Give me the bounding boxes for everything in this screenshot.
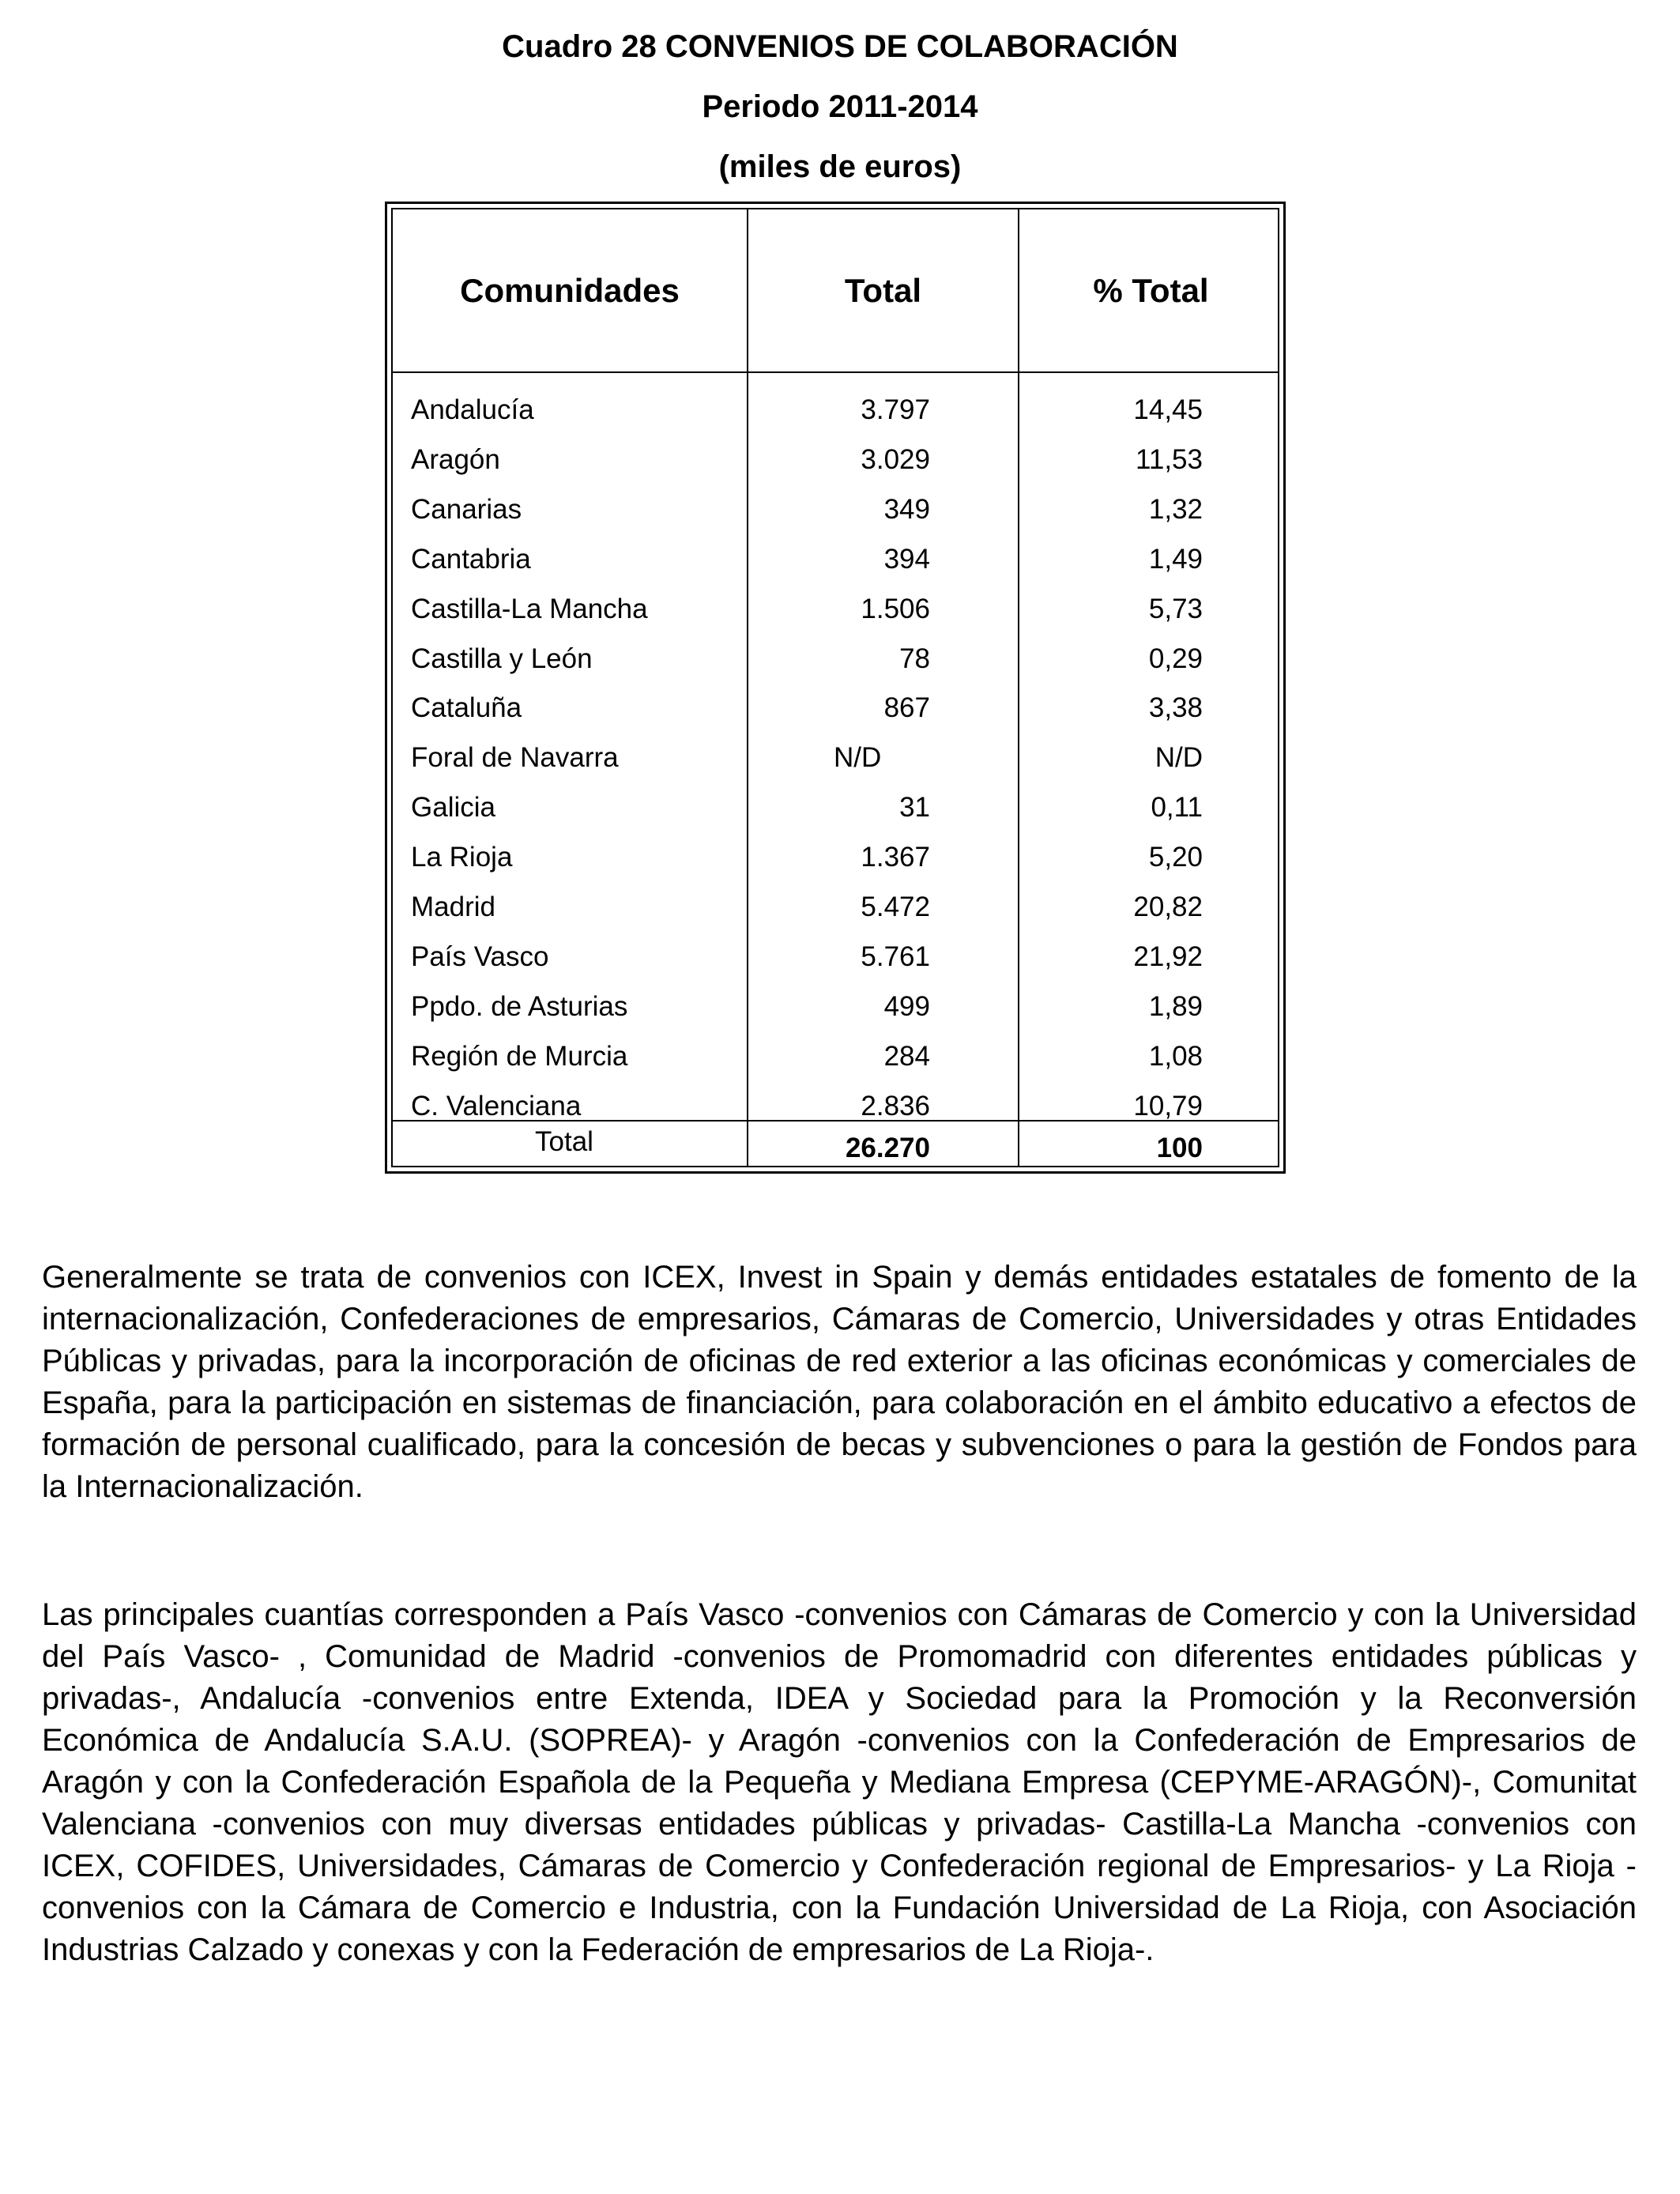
cell-comunidad: Galicia <box>411 792 495 824</box>
cell-comunidad: Ppdo. de Asturias <box>411 990 628 1022</box>
table-row <box>393 982 1278 1031</box>
cell-total: 349 <box>883 493 930 525</box>
cell-pct: 1,32 <box>1148 493 1203 525</box>
cell-comunidad: Cantabria <box>411 543 531 575</box>
cell-pct: 1,49 <box>1148 543 1203 575</box>
cell-pct: 5,73 <box>1148 593 1203 624</box>
table-row <box>393 832 1278 882</box>
table-row <box>393 634 1278 684</box>
cell-total: 394 <box>883 543 930 575</box>
cell-total: 499 <box>883 990 930 1022</box>
table-row <box>393 782 1278 832</box>
cell-total: 1.506 <box>861 593 930 624</box>
table-title: Cuadro 28 CONVENIOS DE COLABORACIÓN <box>502 29 1178 64</box>
cell-total: 5.472 <box>861 892 930 922</box>
cell-comunidad: Canarias <box>411 493 522 525</box>
paragraph-2: Las principales cuantías corresponden a País Vasco -convenios con Cámaras de Comercio y con la Universidad del País Vasco- , Comunidad de Madrid -convenios de Promomadrid con diferentes entidades públicas y privadas-, Andalucía -convenios entre Extenda, IDEA y Sociedad para la Promoción y la Reconversión Económica de Andalucía S.A.U. (SOPREA)- y Aragón -convenios con la Confederación de Empresarios de Aragón y con la Confederación Española de la Pequeña y Mediana Empresa (CEPYME-ARAGÓN)-, Comunitat Valenciana -convenios con muy diversas entidades públicas y privadas- Castilla-La Mancha -convenios con ICEX, COFIDES, Universidades, Cámaras de Comercio y Confederación regional de Empresarios- y La Rioja -convenios con la Cámara de Comercio e Industria, con la Fundación Universidad de La Rioja, con Asociación Industrias Calzado y conexas y con la Federación de empresarios de La Rioja-. <box>42 1597 1637 1967</box>
cell-total: N/D <box>834 742 882 774</box>
cell-pct: 0,11 <box>1151 792 1203 824</box>
cell-comunidad: Andalucía <box>411 394 534 425</box>
cell-total: 31 <box>899 792 930 824</box>
header-comunidades: Comunidades <box>460 271 680 309</box>
cell-pct: 10,79 <box>1133 1090 1203 1122</box>
data-table <box>385 202 1286 1174</box>
table-row <box>393 932 1278 982</box>
table-row <box>393 882 1278 932</box>
table-row <box>393 733 1278 782</box>
table-period: Periodo 2011-2014 <box>702 89 978 124</box>
data-table-inner <box>391 208 1279 1167</box>
cell-pct: 0,29 <box>1148 643 1203 674</box>
cell-comunidad: País Vasco <box>411 941 549 972</box>
total-label: Total <box>535 1126 593 1157</box>
cell-total: 1.367 <box>861 842 930 873</box>
total-value: 26.270 <box>845 1133 930 1163</box>
cell-pct: 20,82 <box>1133 892 1203 922</box>
cell-comunidad: Castilla-La Mancha <box>411 593 648 624</box>
cell-pct: 21,92 <box>1133 941 1203 972</box>
table-row <box>393 683 1278 733</box>
table-row <box>393 534 1278 584</box>
cell-comunidad: Madrid <box>411 892 495 922</box>
cell-total: 3.797 <box>861 394 930 425</box>
cell-comunidad: La Rioja <box>411 842 513 873</box>
cell-comunidad: Región de Murcia <box>411 1040 628 1072</box>
cell-total: 284 <box>883 1040 930 1072</box>
table-row <box>393 435 1278 484</box>
table-row <box>393 584 1278 634</box>
header-pct-total: % Total <box>1093 271 1209 309</box>
cell-comunidad: Cataluña <box>411 692 522 724</box>
table-row <box>393 484 1278 534</box>
cell-comunidad: Aragón <box>411 443 500 475</box>
cell-total: 78 <box>899 643 930 674</box>
cell-total: 867 <box>883 692 930 724</box>
cell-pct: 5,20 <box>1148 842 1203 873</box>
table-units: (miles de euros) <box>718 149 962 184</box>
cell-pct: N/D <box>1155 742 1203 774</box>
table-row <box>393 1031 1278 1081</box>
cell-pct: 1,89 <box>1148 990 1203 1022</box>
title-block <box>0 14 1680 199</box>
header-divider <box>393 371 1278 373</box>
cell-comunidad: C. Valenciana <box>411 1090 582 1122</box>
cell-pct: 3,38 <box>1148 692 1203 724</box>
paragraph-1: Generalmente se trata de convenios con ICEX, Invest in Spain y demás entidades estatales de fomento de la internacionalización, Confederaciones de empresarios, Cámaras de Comercio, Universidades y otras Entidades Públicas y privadas, para la incorporación de oficinas de red exterior a las oficinas económicas y comerciales de España, para la participación en sistemas de financiación, para colaboración en el ámbito educativo a efectos de formación de personal cualificado, para la concesión de becas y subvenciones o para la gestión de Fondos para la Internacionalización. <box>42 1260 1637 1504</box>
cell-pct: 14,45 <box>1133 394 1203 425</box>
table-row <box>393 385 1278 435</box>
cell-total: 5.761 <box>861 941 930 972</box>
cell-total: 3.029 <box>861 443 930 475</box>
cell-total: 2.836 <box>861 1090 930 1122</box>
total-pct: 100 <box>1156 1133 1203 1163</box>
table-total-row <box>393 1122 1278 1172</box>
cell-comunidad: Castilla y León <box>411 643 593 674</box>
cell-pct: 1,08 <box>1148 1040 1203 1072</box>
cell-comunidad: Foral de Navarra <box>411 742 619 774</box>
header-total: Total <box>844 271 922 309</box>
cell-pct: 11,53 <box>1136 443 1203 475</box>
